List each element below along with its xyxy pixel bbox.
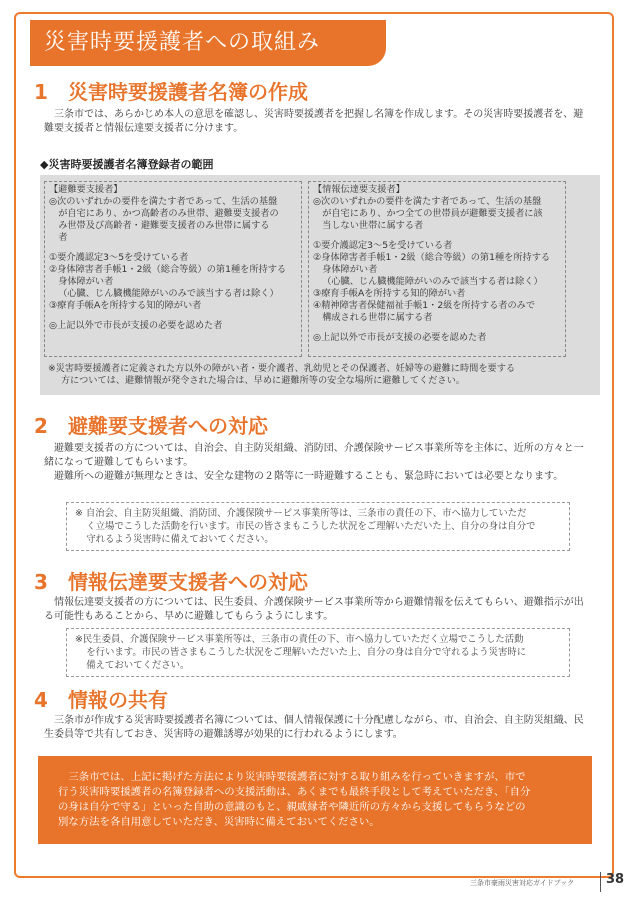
info-col-item: ④精神障害者保健福祉手帳1・2級を所持する者のみで [313,300,536,311]
section-4-title: 情報の共有 [68,688,168,712]
info-support-column [308,181,566,357]
box-note-line: ※災害時要援護者に定義された方以外の障がい者・要介護者、乳幼児とその保護者、妊婦等の避難に時間を要する [48,363,516,374]
info-col-last: ◎上記以外で市長が支援の必要を認めた者 [313,332,487,343]
registrant-box-note [48,363,594,387]
section-2-note-line: く立場でこうした活動を行います。市民の皆さまもこうした状況をご理解いただいた上、自分の身は自分で [86,521,536,532]
section-2-heading [34,410,268,439]
evacuation-support-column [44,181,302,357]
info-col-item: 構成される世帯に属する者 [322,312,433,323]
section-1-heading [34,76,308,105]
callout-line: 三条市では、上記に掲げた方法により災害時要援護者に対する取り組みを行っていきますが、市で [68,771,526,783]
section-3-number: 3 [34,570,48,594]
info-col-line: が自宅にあり、かつ全ての世帯員が避難要支援者に該 [322,208,543,219]
evacuation-col-last: ◎上記以外で市長が支援の必要を認めた者 [49,320,223,331]
section-2-note-line: ※ 自治会、自主防災組織、消防団、介護保険サービス事業所等は、三条市の責任の下、市へ協力していただ [75,508,527,519]
section-4-number: 4 [34,688,48,712]
self-help-callout [38,756,592,844]
guide-name: 三条市豪雨災害対応ガイドブック [470,879,575,887]
section-1-body: 三条市では、あらかじめ本人の意思を確認し、災害時要援護者を把握し名簿を作成します。その災害時要援護者を、避難要支援者と情報伝達要支援者に分けます。 [44,109,584,134]
section-4-heading [34,684,168,713]
section-3-title: 情報伝達要支援者への対応 [68,570,308,594]
info-col-line: ◎次のいずれかの要件を満たす者であって、生活の基盤 [313,196,542,207]
page-banner-title: 災害時要援護者への取組み [30,20,386,66]
info-col-item: ②身体障害者手帳1・2級（総合等級）の第1種を所持する [313,252,551,263]
info-col-item: 身体障がい者 [322,264,378,275]
evacuation-col-item: ②身体障害者手帳1・2級（総合等級）の第1種を所持する [49,264,287,275]
evacuation-col-head: 【避難要支援者】 [49,184,123,195]
section-3-body: 情報伝達要支援者の方については、民生委員、介護保険サービス事業所等から避難情報を伝えてもらい、避難指示が出る可能性もあることから、早めに避難してもらうようにします。 [44,597,584,622]
callout-line: の身は自分で守る」といった自助の意識のもと、親戚縁者や隣近所の方々から支援してもらうなどの [58,801,526,813]
evacuation-col-item: （心臓、じん臓機能障がいのみで該当する者は除く） [58,288,279,299]
box-note-line: 方については、避難情報が発令された場合は、早めに避難所等の安全な場所に避難してください。 [60,375,465,386]
section-3-note [66,628,570,677]
evacuation-col-item: ①要介護認定3～5を受けている者 [49,252,189,263]
section-3-note-line: ※民生委員、介護保険サービス事業所等は、三条市の責任の下、市へ協力していただく立場でこうした活動 [75,634,524,645]
section-2-body-1: 避難要支援者の方については、自治会、自主防災組織、消防団、介護保険サービス事業所等を主体に、近所の方々と一緒になって避難してもらいます。 [44,443,584,468]
footer-divider [600,872,601,892]
evacuation-col-item: ③療育手帳Aを所持する知的障がい者 [49,300,202,311]
callout-line: 行う災害時要援護者の名簿登録者への支援活動は、あくまでも最終手段として考えていただき、「自分 [58,786,531,798]
section-2-note [66,502,570,551]
info-col-item: （心臓、じん臓機能障がいのみで該当する者は除く） [322,276,543,287]
evacuation-col-line: 者 [58,232,68,243]
section-3-note-line: を行います。市民の皆さまもこうした状況をご理解いただいた上、自分の身は自分で守れるよう災害時に [86,647,527,658]
section-4-body: 三条市が作成する災害時要援護者名簿については、個人情報保護に十分配慮しながら、市、自治会、自主防災組織、民生委員等で共有しておき、災害時の避難誘導が効果的に行われるようにします。 [44,715,584,740]
section-3-note-line: 備えておいてください。 [86,660,190,671]
section-2-note-line: 守れるよう災害時に備えておいてください。 [86,534,274,545]
registrant-range-heading: ◆災害時要援護者名簿登録者の範囲 [40,158,214,171]
evacuation-col-line: ◎次のいずれかの要件を満たす者であって、生活の基盤 [49,196,278,207]
info-col-head: 【情報伝達要支援者】 [313,184,405,195]
section-3-heading [34,566,308,595]
section-1-title: 災害時要援護者名簿の作成 [68,80,308,104]
section-1-number: 1 [34,80,48,104]
evacuation-col-line: み世帯及び高齢者・避難要支援者のみ世帯に属する [58,220,270,231]
evacuation-col-line: が自宅にあり、かつ高齢者のみ世帯、避難要支援者の [58,208,279,219]
info-col-line: 当しない世帯に属する者 [322,220,424,231]
section-2-title: 避難要支援者への対応 [68,414,268,438]
page-number: 38 [606,872,625,887]
registrant-range-box [40,175,600,395]
evacuation-col-item: 身体障がい者 [58,276,114,287]
info-col-item: ①要介護認定3～5を受けている者 [313,240,453,251]
info-col-item: ③療育手帳Aを所持する知的障がい者 [313,288,466,299]
section-2-number: 2 [34,414,48,438]
section-2-body-2: 避難所への避難が無理なときは、安全な建物の２階等に一時避難することも、緊急時においては必要となります。 [54,471,564,482]
callout-line: 別な方法を各自用意していただき、災害時に備えておいてください。 [58,816,380,828]
